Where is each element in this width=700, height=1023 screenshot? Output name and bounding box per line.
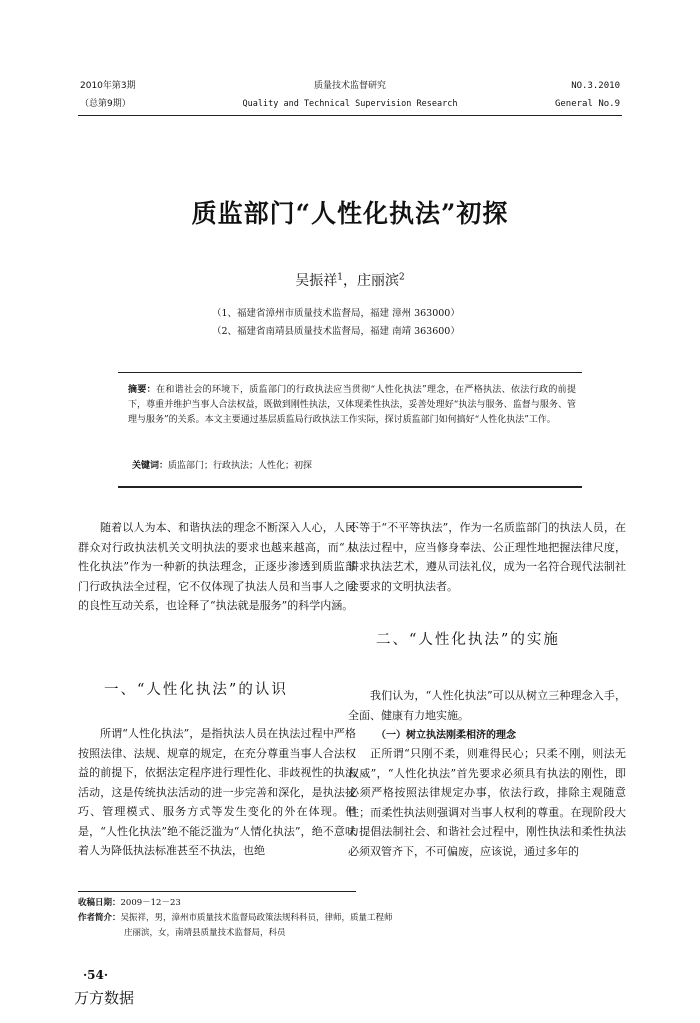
page-number: ·54·: [83, 968, 109, 982]
keywords-label: 关键词：: [132, 461, 169, 471]
author-bio-1: [78, 911, 393, 926]
abstract-bottom-rule: [118, 486, 582, 488]
total-issue-label: （总第9期）: [80, 99, 131, 109]
section-2-intro: 我们认为，“人性化执法”可以从树立三种理念入手，全面、健康有力地实施。: [348, 689, 626, 722]
abstract-label: 摘要：: [128, 385, 156, 395]
abstract-top-rule: [118, 372, 582, 373]
right-top-paragraph: 不等于“不平等执法”，作为一名质监部门的执法人员，在执法过程中，应当修身奉法、公正理性地把握法律尺度，讲求执法艺术，遵从司法礼仪，成为一名符合现代法制社会要求的文明执法者。: [348, 521, 626, 593]
affiliation-2: （2、福建省南靖县质量技术监督局，福建 南靖 363600）: [212, 326, 460, 337]
author-2: 庄丽滨: [357, 273, 399, 289]
section-1-heading: 一、“人性化执法”的认识: [104, 682, 288, 698]
journal-title-en: Quality and Technical Supervision Research: [242, 99, 458, 109]
keywords: [132, 458, 312, 471]
author-1: 吴振祥: [295, 273, 338, 289]
received-label: 收稿日期：: [78, 898, 121, 908]
paper-title: 质监部门“人性化执法”初探: [191, 199, 509, 228]
intro-paragraph: 随着以人为本、和谐执法的理念不断深入人心，人民群众对行政执法机关文明执法的要求也越来越高，而“人性化执法”作为一种新的执法理念，正逐步渗透到质监部门行政执法全过程，它不仅体现了执法人员和当事人之间的良性互动关系，也诠释了“执法就是服务”的科学内涵。: [78, 521, 356, 612]
section-1-paragraph: 所谓“人性化执法”，是指执法人员在执法过程中严格按照法律、法规、规章的规定，在充分尊重当事人合法权益的前提下，依据法定程序进行理性化、非歧视性的执法活动，这是传统执法活动的进一步完善和深化，是执法技巧、管理模式、服务方式等发生变化的外在体现。但是，“人性化执法”绝不能泛滥为“人情化执法”，绝不意味着人为降低执法标准甚至不执法，也绝: [78, 727, 356, 857]
affiliation-1: （1、福建省漳州市质量技术监督局，福建 漳州 363000）: [212, 308, 460, 319]
subsection-1-paragraph: 正所谓“只刚不柔，则难得民心；只柔不刚，则法无权威”，“人性化执法”首先要求必须具有执法的刚性，即必须严格按照法律规定办事，依法行政，排除主观随意性；而柔性执法则强调对当事人权利的尊重。在现阶段大力提倡法制社会、和谐社会过程中，刚性执法和柔性执法必须双管齐下，不可偏废，应该说，通过多年的: [348, 747, 626, 858]
header-rule: [78, 115, 622, 116]
author-1-affil-mark: 1: [337, 272, 343, 283]
author-bio-label: 作者简介：: [78, 913, 121, 923]
subsection-1-heading: （一）树立执法刚柔相济的理念: [376, 730, 516, 741]
abstract-text: 在和谐社会的环境下，质监部门的行政执法应当贯彻“人性化执法”理念，在严格执法、依法行政的前提下，尊重并维护当事人合法权益，既做到刚性执法，又体现柔性执法，妥善处理好“执法与服务、监督与服务、管理与服务”的关系。本文主要通过基层质监局行政执法工作实际，探讨质监部门如何搞好“人性化执法”工作。: [128, 385, 576, 425]
section-2-heading: 二、“人性化执法”的实施: [376, 632, 560, 648]
general-number: General No.9: [554, 99, 620, 109]
abstract: [128, 383, 576, 428]
footnote-rule: [78, 891, 356, 892]
journal-number: NO.3.2010: [571, 81, 620, 91]
author-bio-1-text: 吴振祥，男，漳州市质量技术监督局政策法规科科员，律师，质量工程师: [120, 913, 393, 923]
author-bio-2: 庄丽滨，女，南靖县质量技术监督局，科员: [124, 928, 286, 938]
author-line: [0, 270, 700, 290]
received-value: 2009－12－23: [120, 898, 181, 908]
keywords-text: 质监部门；行政执法；人性化；初探: [168, 461, 313, 471]
watermark: 万方数据: [74, 989, 135, 1007]
issue-label: 2010年第3期: [80, 81, 136, 91]
author-2-affil-mark: 2: [399, 272, 405, 283]
received-date: [78, 896, 181, 911]
author-separator: ，: [343, 273, 357, 289]
journal-title-cn: 质量技术监督研究: [313, 81, 386, 91]
